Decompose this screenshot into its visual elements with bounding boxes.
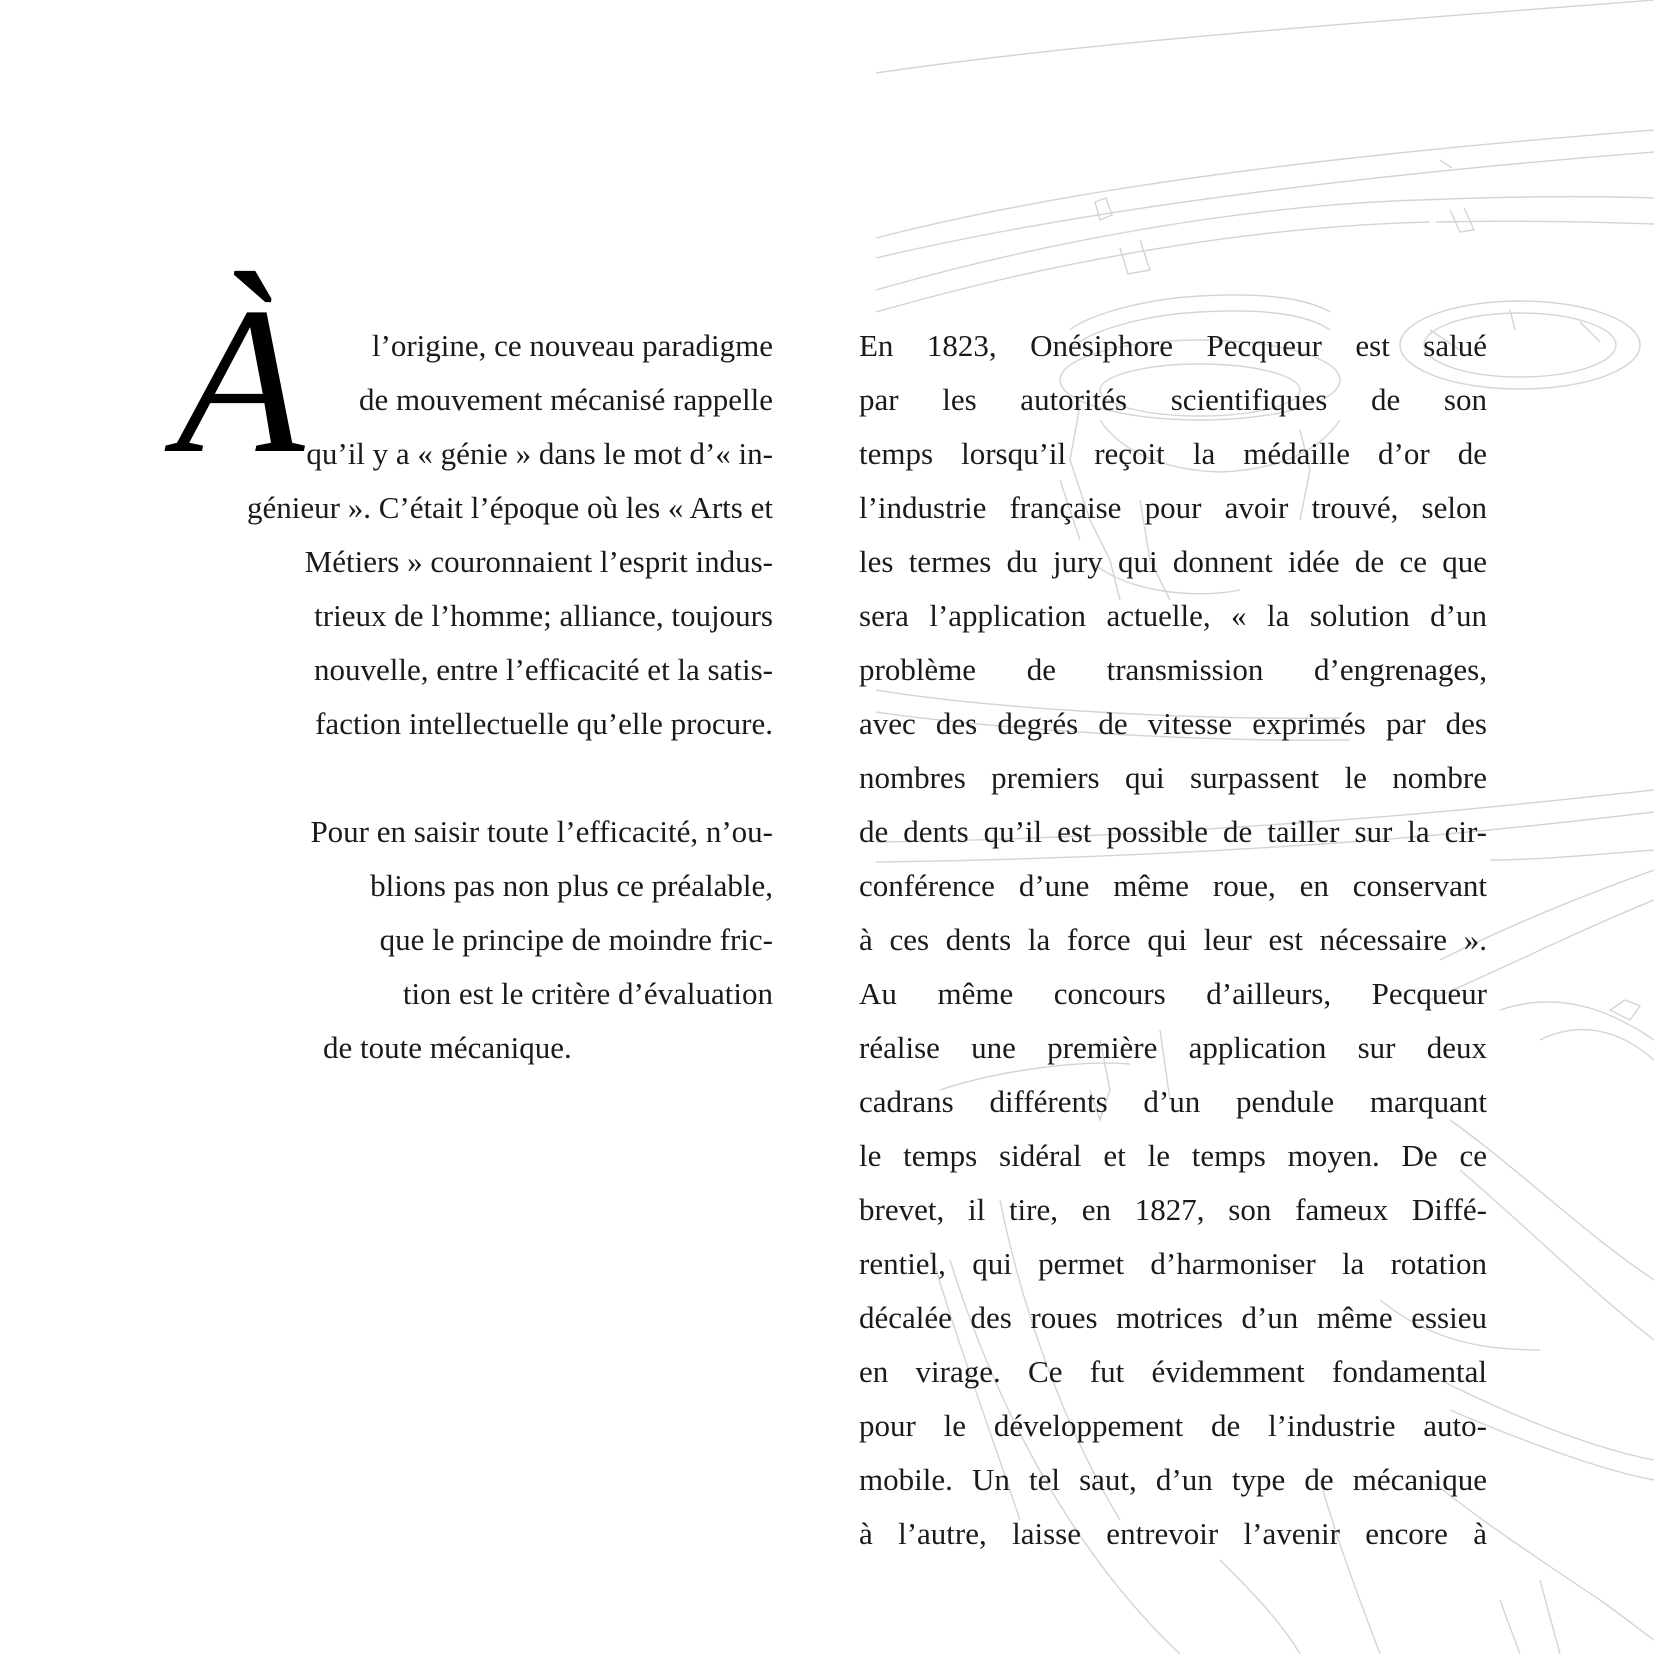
- right-text-line: sera l’application actuelle, « la solution d’un: [859, 598, 1487, 633]
- left-para1-line: de mouvement mécanisé rappelle: [358, 382, 773, 417]
- left-para2-line: blions pas non plus ce préalable,: [370, 868, 773, 903]
- right-text-line: problème de transmission d’engrenages,: [859, 652, 1487, 687]
- right-text-line: nombres premiers qui surpassent le nombre: [859, 760, 1487, 795]
- drop-cap: À: [176, 265, 305, 497]
- right-text-line: de dents qu’il est possible de tailler sur la cir-: [859, 814, 1487, 849]
- left-para1-line: génieur ». C’était l’époque où les « Arts et: [246, 490, 773, 525]
- right-text-line: le temps sidéral et le temps moyen. De ce: [859, 1138, 1487, 1173]
- right-text-line: mobile. Un tel saut, d’un type de mécanique: [859, 1462, 1487, 1497]
- right-text-line: réalise une première application sur deux: [859, 1030, 1487, 1065]
- left-para2-line: Pour en saisir toute l’efficacité, n’ou-: [310, 814, 773, 849]
- right-text-line: cadrans différents d’un pendule marquant: [859, 1084, 1487, 1119]
- right-text-line: l’industrie française pour avoir trouvé, selon: [859, 490, 1487, 525]
- left-para1-line: Métiers » couronnaient l’esprit indus-: [304, 544, 773, 579]
- right-text-line: En 1823, Onésiphore Pecqueur est salué: [859, 328, 1487, 363]
- left-para2-line: tion est le critère d’évaluation: [402, 976, 773, 1011]
- right-text-line: en virage. Ce fut évidemment fondamental: [859, 1354, 1487, 1389]
- left-para1-line: faction intellectuelle qu’elle procure.: [315, 706, 773, 741]
- right-text-line: brevet, il tire, en 1827, son fameux Diffé-: [859, 1192, 1487, 1227]
- right-text-line: rentiel, qui permet d’harmoniser la rotation: [859, 1246, 1487, 1281]
- right-text-line: conférence d’une même roue, en conservant: [859, 868, 1487, 903]
- right-text-line: pour le développement de l’industrie auto-: [859, 1408, 1487, 1443]
- left-para1-line: qu’il y a « génie » dans le mot d’« in-: [306, 436, 773, 471]
- right-text-line: à l’autre, laisse entrevoir l’avenir encore à: [859, 1516, 1487, 1551]
- right-text-line: temps lorsqu’il reçoit la médaille d’or de: [859, 436, 1487, 471]
- right-text-line: avec des degrés de vitesse exprimés par des: [859, 706, 1487, 741]
- left-para1-line: l’origine, ce nouveau paradigme: [371, 328, 773, 363]
- left-para2-line: de toute mécanique.: [323, 1030, 572, 1065]
- right-text-line: Au même concours d’ailleurs, Pecqueur: [859, 976, 1487, 1011]
- left-para2-line: que le principe de moindre fric-: [379, 922, 773, 957]
- right-text-line: décalée des roues motrices d’un même essieu: [859, 1300, 1487, 1335]
- right-text-line: les termes du jury qui donnent idée de ce que: [859, 544, 1487, 579]
- left-para1-line: trieux de l’homme; alliance, toujours: [314, 598, 773, 633]
- right-text-line: à ces dents la force qui leur est nécessaire ».: [859, 922, 1487, 957]
- right-text-line: par les autorités scientifiques de son: [859, 382, 1487, 417]
- left-para1-line: nouvelle, entre l’efficacité et la satis-: [313, 652, 773, 687]
